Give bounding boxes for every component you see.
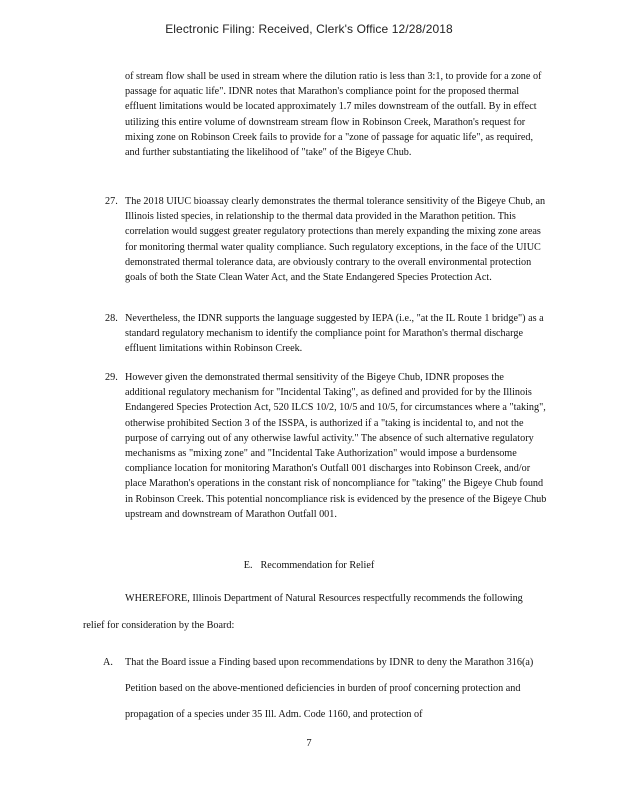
numbered-item-29 [105, 370, 547, 522]
section-label: E. [243, 560, 253, 571]
item-text: However given the demonstrated thermal sensitivity of the Bigeye Chub, IDNR proposes the additional regulatory mechanism for "Incidental Taking", as defined and provided for by the Illinois Endangered Species Protection Act, 520 ILCS 10/2, 10/5 and 10/5, for circumstances where a "taking", otherwise prohibited Section 3 of the ISSPA, is authorized if a "taking is incidental to, and not the purpose of carrying out of any otherwise lawful activity." The absence of such alternative regulatory mechanisms as "mixing zone" and "Incidental Take Authorization" would impose a burdensome compliance location for monitoring Marathon's Outfall 001 discharges into Robinson Creek, and/or place Marathon's operations in the constant risk of noncompliance for "taking" the Bigeye Chub found in Robinson Creek. This potential noncompliance risk is evidenced by the presence of the Bigeye Chub upstream and downstream of Marathon Outfall 001. [125, 372, 547, 520]
relief-item-a [103, 650, 543, 728]
filing-stamp: Electronic Filing: Received, Clerk's Office 12/28/2018 [165, 22, 453, 36]
numbered-item-28 [105, 311, 547, 357]
page-number: 7 [306, 738, 312, 749]
numbered-item-27 [105, 194, 547, 285]
item-number: 29. [105, 372, 118, 383]
continuation-paragraph [125, 69, 545, 160]
item-text: The 2018 UIUC bioassay clearly demonstrates the thermal tolerance sensitivity of the Bigeye Chub, an Illinois listed species, in relationship to the thermal data provided in the Marathon petition. This correlation would suggest greater regulatory protections than merely expanding the mixing zone areas for monitoring thermal water quality compliance. Such regulatory exceptions, in the face of the UIUC demonstrated thermal tolerance data, are obviously contrary to the overall environmental protection goals of both the State Clean Water Act, and the State Endangered Species Protection Act. [125, 196, 546, 284]
continuation-text: of stream flow shall be used in stream where the dilution ratio is less than 3:1, to provide for a zone of passage for aquatic life". IDNR notes that Marathon's compliance point for the proposed thermal effluent limitations would be located approximately 1.7 miles downstream of the outfall. By in effect utilizing this entire volume of downstream stream flow in Robinson Creek, Marathon's request for mixing zone on Robinson Creek fails to provide for a "zone of passage for aquatic life", as required, and further substantiating the likelihood of "take" of the Bigeye Chub. [125, 71, 542, 159]
item-number: 28. [105, 313, 118, 324]
wherefore-text: WHEREFORE, Illinois Department of Natural Resources respectfully recommends the following relief for consideration by the Board: [83, 593, 523, 631]
relief-item-text: That the Board issue a Finding based upon recommendations by IDNR to deny the Marathon 316(a) Petition based on the above-mentioned deficiencies in burden of proof concerning protection and propagation of a species under 35 Ill. Adm. Code 1160, and protection of [125, 657, 534, 720]
item-number: 27. [105, 196, 118, 207]
section-heading [0, 560, 618, 571]
section-title: Recommendation for Relief [260, 560, 375, 571]
item-text: Nevertheless, the IDNR supports the language suggested by IEPA (i.e., "at the IL Route 1 bridge") as a standard regulatory mechanism to identify the compliance point for Marathon's thermal discharge effluent limitations within Robinson Creek. [125, 313, 544, 355]
wherefore-paragraph [83, 585, 538, 639]
relief-item-label: A. [103, 657, 113, 668]
